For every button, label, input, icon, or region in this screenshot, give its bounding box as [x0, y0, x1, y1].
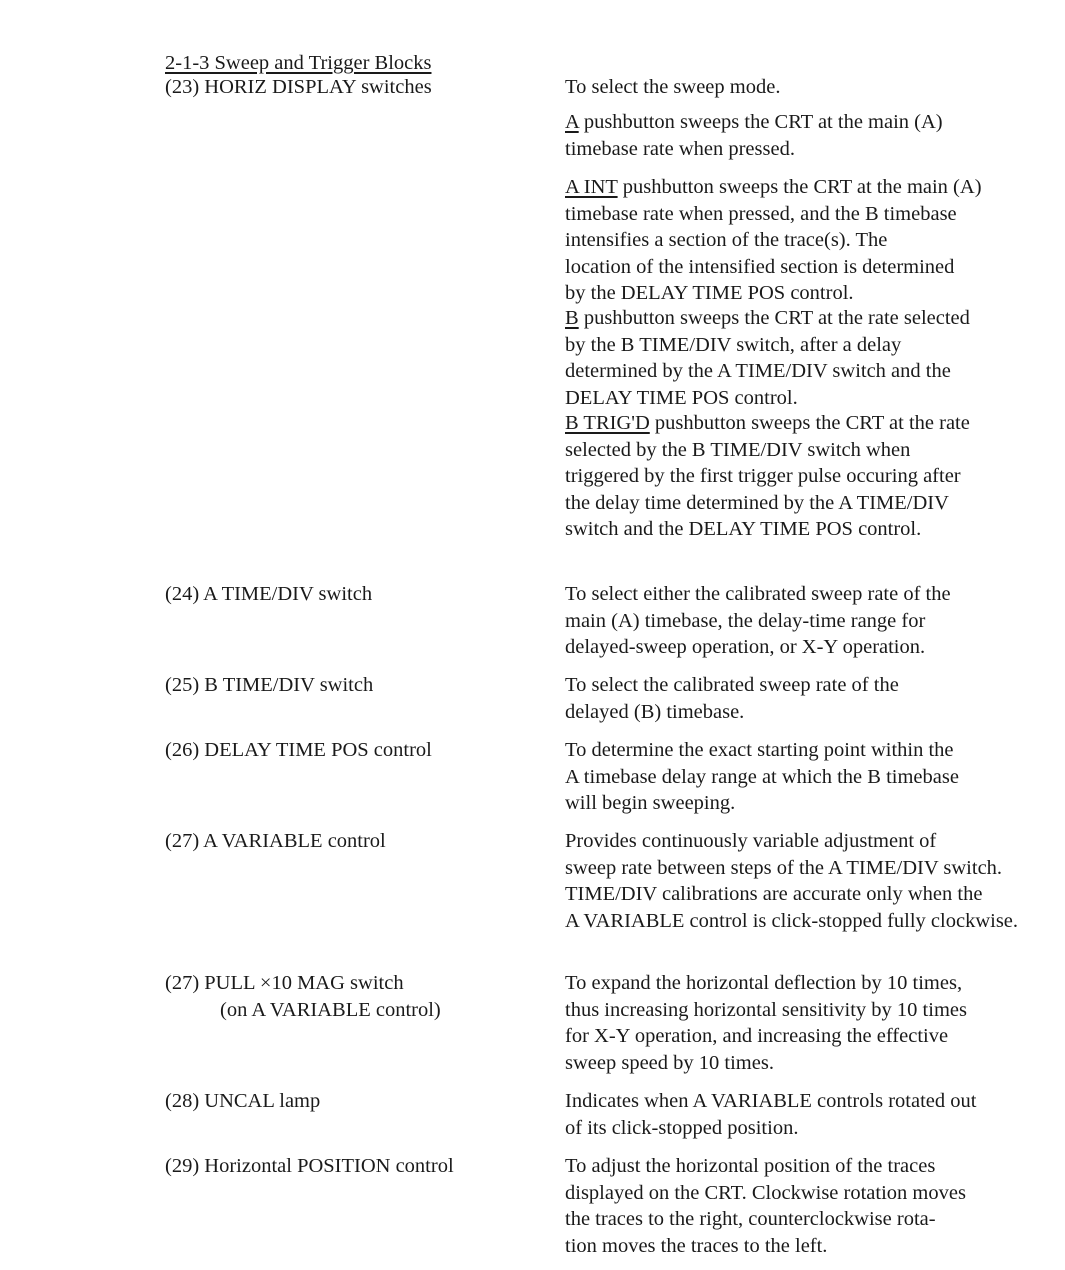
description-text: To expand the horizontal deflection by 10 times, — [565, 972, 963, 994]
control-label — [165, 737, 555, 764]
description-text: sweep rate between steps of the A TIME/DIV switch. — [565, 856, 1003, 879]
description-line — [565, 490, 970, 517]
description-paragraph — [565, 581, 1065, 661]
description-line — [565, 254, 982, 281]
description-text: selected by the B TIME/DIV switch when — [565, 438, 911, 461]
description-paragraph — [565, 305, 970, 411]
control-label-text: (28) UNCAL lamp — [165, 1090, 321, 1112]
description-text: the traces to the right, counterclockwise rota- — [565, 1208, 936, 1230]
control-label — [165, 74, 555, 101]
description-text: To determine the exact starting point within the — [565, 739, 954, 761]
description-text: by the B TIME/DIV switch, after a delay — [565, 333, 902, 356]
description-text: for X-Y operation, and increasing the effective — [565, 1025, 949, 1047]
description-line — [565, 970, 1065, 997]
description-text: tion moves the traces to the left. — [565, 1234, 828, 1257]
description-line — [565, 672, 1065, 699]
description-line — [565, 305, 970, 332]
control-label — [165, 970, 555, 1023]
description-text: To adjust the horizontal position of the traces — [565, 1155, 936, 1177]
description-line — [565, 1180, 1065, 1207]
description-line — [565, 855, 1065, 882]
description-line — [565, 174, 982, 201]
description-line — [565, 1206, 1065, 1233]
description-text: To select either the calibrated sweep rate of the — [565, 583, 951, 605]
description-line — [565, 410, 970, 437]
description-text: triggered by the first trigger pulse occuring after — [565, 465, 961, 487]
description-line — [565, 227, 982, 254]
control-label-subtext: (on A VARIABLE control) — [220, 998, 441, 1021]
description-line — [565, 581, 1065, 608]
control-label-text: (24) A TIME/DIV switch — [165, 583, 373, 605]
description-paragraph — [565, 672, 1065, 725]
description-text: A VARIABLE control is click-stopped fully clockwise. — [565, 909, 1019, 932]
control-description — [565, 581, 1065, 672]
description-line — [565, 385, 970, 412]
description-line — [565, 699, 1065, 726]
description-paragraph — [565, 174, 982, 307]
description-paragraph — [565, 1088, 1065, 1141]
description-line — [565, 437, 970, 464]
control-description — [565, 1153, 1065, 1270]
description-text: To select the sweep mode. — [565, 76, 781, 98]
description-paragraph — [565, 74, 780, 101]
control-label — [165, 581, 555, 608]
description-paragraph — [565, 1153, 1065, 1259]
description-line — [565, 881, 1065, 908]
description-text: displayed on the CRT. Clockwise rotation moves — [565, 1181, 966, 1204]
description-line — [565, 201, 982, 228]
description-text: timebase rate when pressed. — [565, 137, 795, 160]
description-text: of its click-stopped position. — [565, 1116, 799, 1139]
description-line — [565, 358, 970, 385]
description-text: TIME/DIV calibrations are accurate only when the — [565, 883, 983, 905]
description-line — [565, 764, 1065, 791]
control-description — [565, 828, 1065, 945]
control-description — [565, 970, 1065, 1087]
description-text: will begin sweeping. — [565, 792, 736, 814]
description-text: A timebase delay range at which the B timebase — [565, 765, 959, 788]
description-text: switch and the DELAY TIME POS control. — [565, 518, 922, 540]
description-text: Provides continuously variable adjustment of — [565, 830, 937, 852]
section-heading: 2-1-3 Sweep and Trigger Blocks — [165, 52, 432, 74]
control-label — [165, 672, 555, 699]
description-line — [565, 790, 1065, 817]
description-text: timebase rate when pressed, and the B timebase — [565, 202, 957, 225]
description-paragraph — [565, 109, 943, 162]
description-line — [565, 1115, 1065, 1142]
description-line — [565, 1023, 1065, 1050]
description-line — [565, 1233, 1065, 1260]
control-label-text: (29) Horizontal POSITION control — [165, 1155, 454, 1177]
description-text: sweep speed by 10 times. — [565, 1051, 774, 1074]
description-paragraph — [565, 828, 1065, 934]
description-text: pushbutton sweeps the CRT at the main (A) — [578, 111, 943, 133]
description-text: the delay time determined by the A TIME/DIV — [565, 491, 949, 514]
control-description — [565, 672, 1065, 736]
description-line — [565, 109, 943, 136]
description-text: pushbutton sweeps the CRT at the rate — [649, 412, 970, 434]
description-line — [565, 516, 970, 543]
description-line — [565, 74, 780, 101]
description-text: delayed (B) timebase. — [565, 700, 745, 723]
description-line — [565, 1153, 1065, 1180]
control-label — [165, 828, 555, 855]
description-paragraph — [565, 737, 1065, 817]
switch-term: B — [565, 307, 579, 329]
description-line — [565, 828, 1065, 855]
description-text: Indicates when A VARIABLE controls rotated out — [565, 1090, 977, 1112]
description-text: pushbutton sweeps the CRT at the rate selected — [578, 307, 970, 329]
control-description — [565, 737, 1065, 828]
description-line — [565, 997, 1065, 1024]
description-line — [565, 280, 982, 307]
switch-term: B TRIG'D — [565, 412, 650, 434]
description-text: To select the calibrated sweep rate of the — [565, 674, 899, 696]
control-label-text: (26) DELAY TIME POS control — [165, 739, 432, 761]
control-label — [165, 1153, 555, 1180]
description-text: DELAY TIME POS control. — [565, 386, 798, 409]
description-line — [565, 136, 943, 163]
switch-term: A INT — [565, 176, 618, 198]
description-text: main (A) timebase, the delay-time range for — [565, 609, 926, 632]
description-line — [565, 634, 1065, 661]
description-paragraph — [565, 970, 1065, 1076]
description-paragraph — [565, 410, 970, 543]
control-description — [565, 1088, 1065, 1152]
control-label-text: (27) PULL ×10 MAG switch — [165, 972, 404, 994]
description-line — [565, 908, 1065, 935]
switch-term: A — [565, 111, 579, 133]
description-text: determined by the A TIME/DIV switch and the — [565, 360, 951, 382]
description-text: location of the intensified section is determined — [565, 255, 955, 278]
description-line — [565, 1088, 1065, 1115]
description-line — [565, 737, 1065, 764]
description-line — [565, 1050, 1065, 1077]
description-text: delayed-sweep operation, or X-Y operation. — [565, 636, 926, 658]
description-text: thus increasing horizontal sensitivity by 10 times — [565, 998, 967, 1021]
control-label-text: (23) HORIZ DISPLAY switches — [165, 76, 432, 98]
control-label — [165, 1088, 555, 1115]
description-text: intensifies a section of the trace(s). The — [565, 229, 888, 251]
control-label-text: (25) B TIME/DIV switch — [165, 674, 374, 696]
description-text: by the DELAY TIME POS control. — [565, 282, 854, 304]
description-line — [565, 332, 970, 359]
description-text: pushbutton sweeps the CRT at the main (A) — [617, 176, 982, 198]
description-line — [565, 463, 970, 490]
control-label-text: (27) A VARIABLE control — [165, 830, 386, 852]
description-line — [565, 608, 1065, 635]
